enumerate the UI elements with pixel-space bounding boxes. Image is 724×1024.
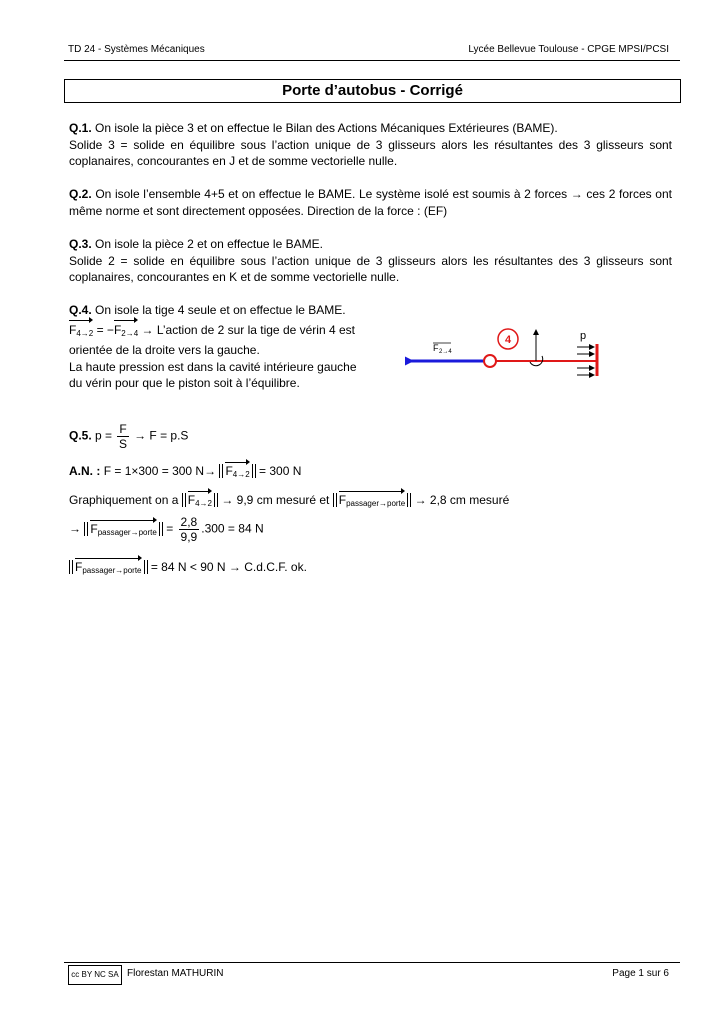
part-label: 4 [504, 334, 512, 346]
q5-final [69, 557, 307, 575]
q4-label: Q.4. [69, 303, 92, 317]
pressure-label: p [580, 330, 587, 342]
cc-license-logo: cc BY NC SA [68, 965, 122, 985]
q5-calc-eq: = [166, 521, 174, 536]
q4-vector-f42: $F_{4\to 2}$ [69, 319, 93, 343]
q1-block [69, 120, 672, 170]
q5-result: → F = p.S [134, 428, 189, 443]
q5-calc-fraction: $\frac{2,8}{9,9}$ [180, 515, 198, 544]
q1-label: Q.1. [69, 121, 92, 135]
q5-an-label: A.N. : [69, 464, 101, 478]
q5-final-norm: $F_{passager\to porte}$ [72, 560, 145, 574]
q4-text2: La haute pression est dans la cavité intérieure gauche du vérin pour que le piston soit à l’équilibre. [69, 359, 357, 390]
q5-an-res: = 300 N [259, 464, 302, 478]
q5-calc-arrow: → [69, 521, 81, 536]
force-sub: 2→4 [439, 349, 452, 355]
header-rule [64, 60, 680, 61]
q3-line2: Solide 2 = solide en équilibre sous l’action unique de 3 glisseurs alors les résultantes des 3 glisseurs sont coplanaires, concourantes en K et de somme vectorielle nulle. [69, 253, 672, 284]
q4-vector-f24: $F_{2\to 4}$ [114, 319, 138, 343]
header-right: Lycée Bellevue Toulouse - CPGE MPSI/PCSI [468, 44, 669, 55]
q3-label: Q.3. [69, 237, 92, 251]
q5-calc-norm: $F_{passager\to porte}$ [87, 522, 160, 536]
q5-an-text: F = 1×300 = 300 N→ [103, 464, 217, 478]
piston-diagram [405, 318, 615, 386]
q1-line1: On isole la pièce 3 et on effectue le Bilan des Actions Mécaniques Extérieures (BAME). [91, 121, 558, 135]
q4-text1: → L’action de 2 sur la tige de vérin 4 est orientée de la droite vers la gauche. [69, 322, 355, 357]
q5-graph-pre: Graphiquement on a [69, 493, 179, 507]
joint-circle [484, 355, 496, 367]
q5-calc [69, 515, 264, 544]
q2-text: On isole l’ensemble 4+5 et on effectue le BAME. Le système isolé est soumis à 2 forces → ces 2 forces ont même norme et sont directement opposées. Direction de la force : (EF) [69, 187, 672, 218]
q1-line2: Solide 3 = solide en équilibre sous l’action unique de 3 glisseurs alors les résultantes des 3 glisseurs sont coplanaires, concourantes en J et de somme vectorielle nulle. [69, 137, 672, 168]
q5-graph-mid: → 9,9 cm mesuré et [221, 493, 330, 507]
q5-an [69, 461, 301, 479]
footer-rule [64, 962, 680, 963]
q5-fraction: $\frac{F}{S}$ [119, 422, 128, 451]
q5-calc-end: .300 = 84 N [201, 521, 264, 536]
q5-formula [69, 422, 188, 451]
q5-graph [69, 490, 509, 508]
q5-p: p = [95, 428, 113, 443]
q4-eq: = − [93, 322, 114, 337]
footer-author: Florestan MATHURIN [127, 968, 224, 979]
q5-label: Q.5. [69, 428, 92, 443]
q5-final-end: = 84 N < 90 N → C.d.C.F. ok. [150, 560, 307, 574]
q5-an-norm: $F_{4\to 2}$ [222, 464, 252, 478]
q2-block [69, 186, 672, 219]
q3-line1: On isole la pièce 2 et on effectue le BAME. [91, 237, 323, 251]
q4-block [69, 302, 369, 392]
q3-block [69, 236, 672, 286]
footer-page: Page 1 sur 6 [612, 968, 669, 979]
force-label: F [433, 343, 439, 353]
header-left: TD 24 - Systèmes Mécaniques [68, 44, 205, 55]
q5-graph-norm2: $F_{passager\to porte}$ [336, 493, 409, 507]
page-title: Porte d’autobus - Corrigé [64, 79, 681, 103]
q5-graph-norm1: $F_{4\to 2}$ [185, 493, 215, 507]
q4-line1: On isole la tige 4 seule et on effectue le BAME. [91, 303, 346, 317]
q2-label: Q.2. [69, 187, 92, 201]
q5-graph-end: → 2,8 cm mesuré [414, 493, 510, 507]
